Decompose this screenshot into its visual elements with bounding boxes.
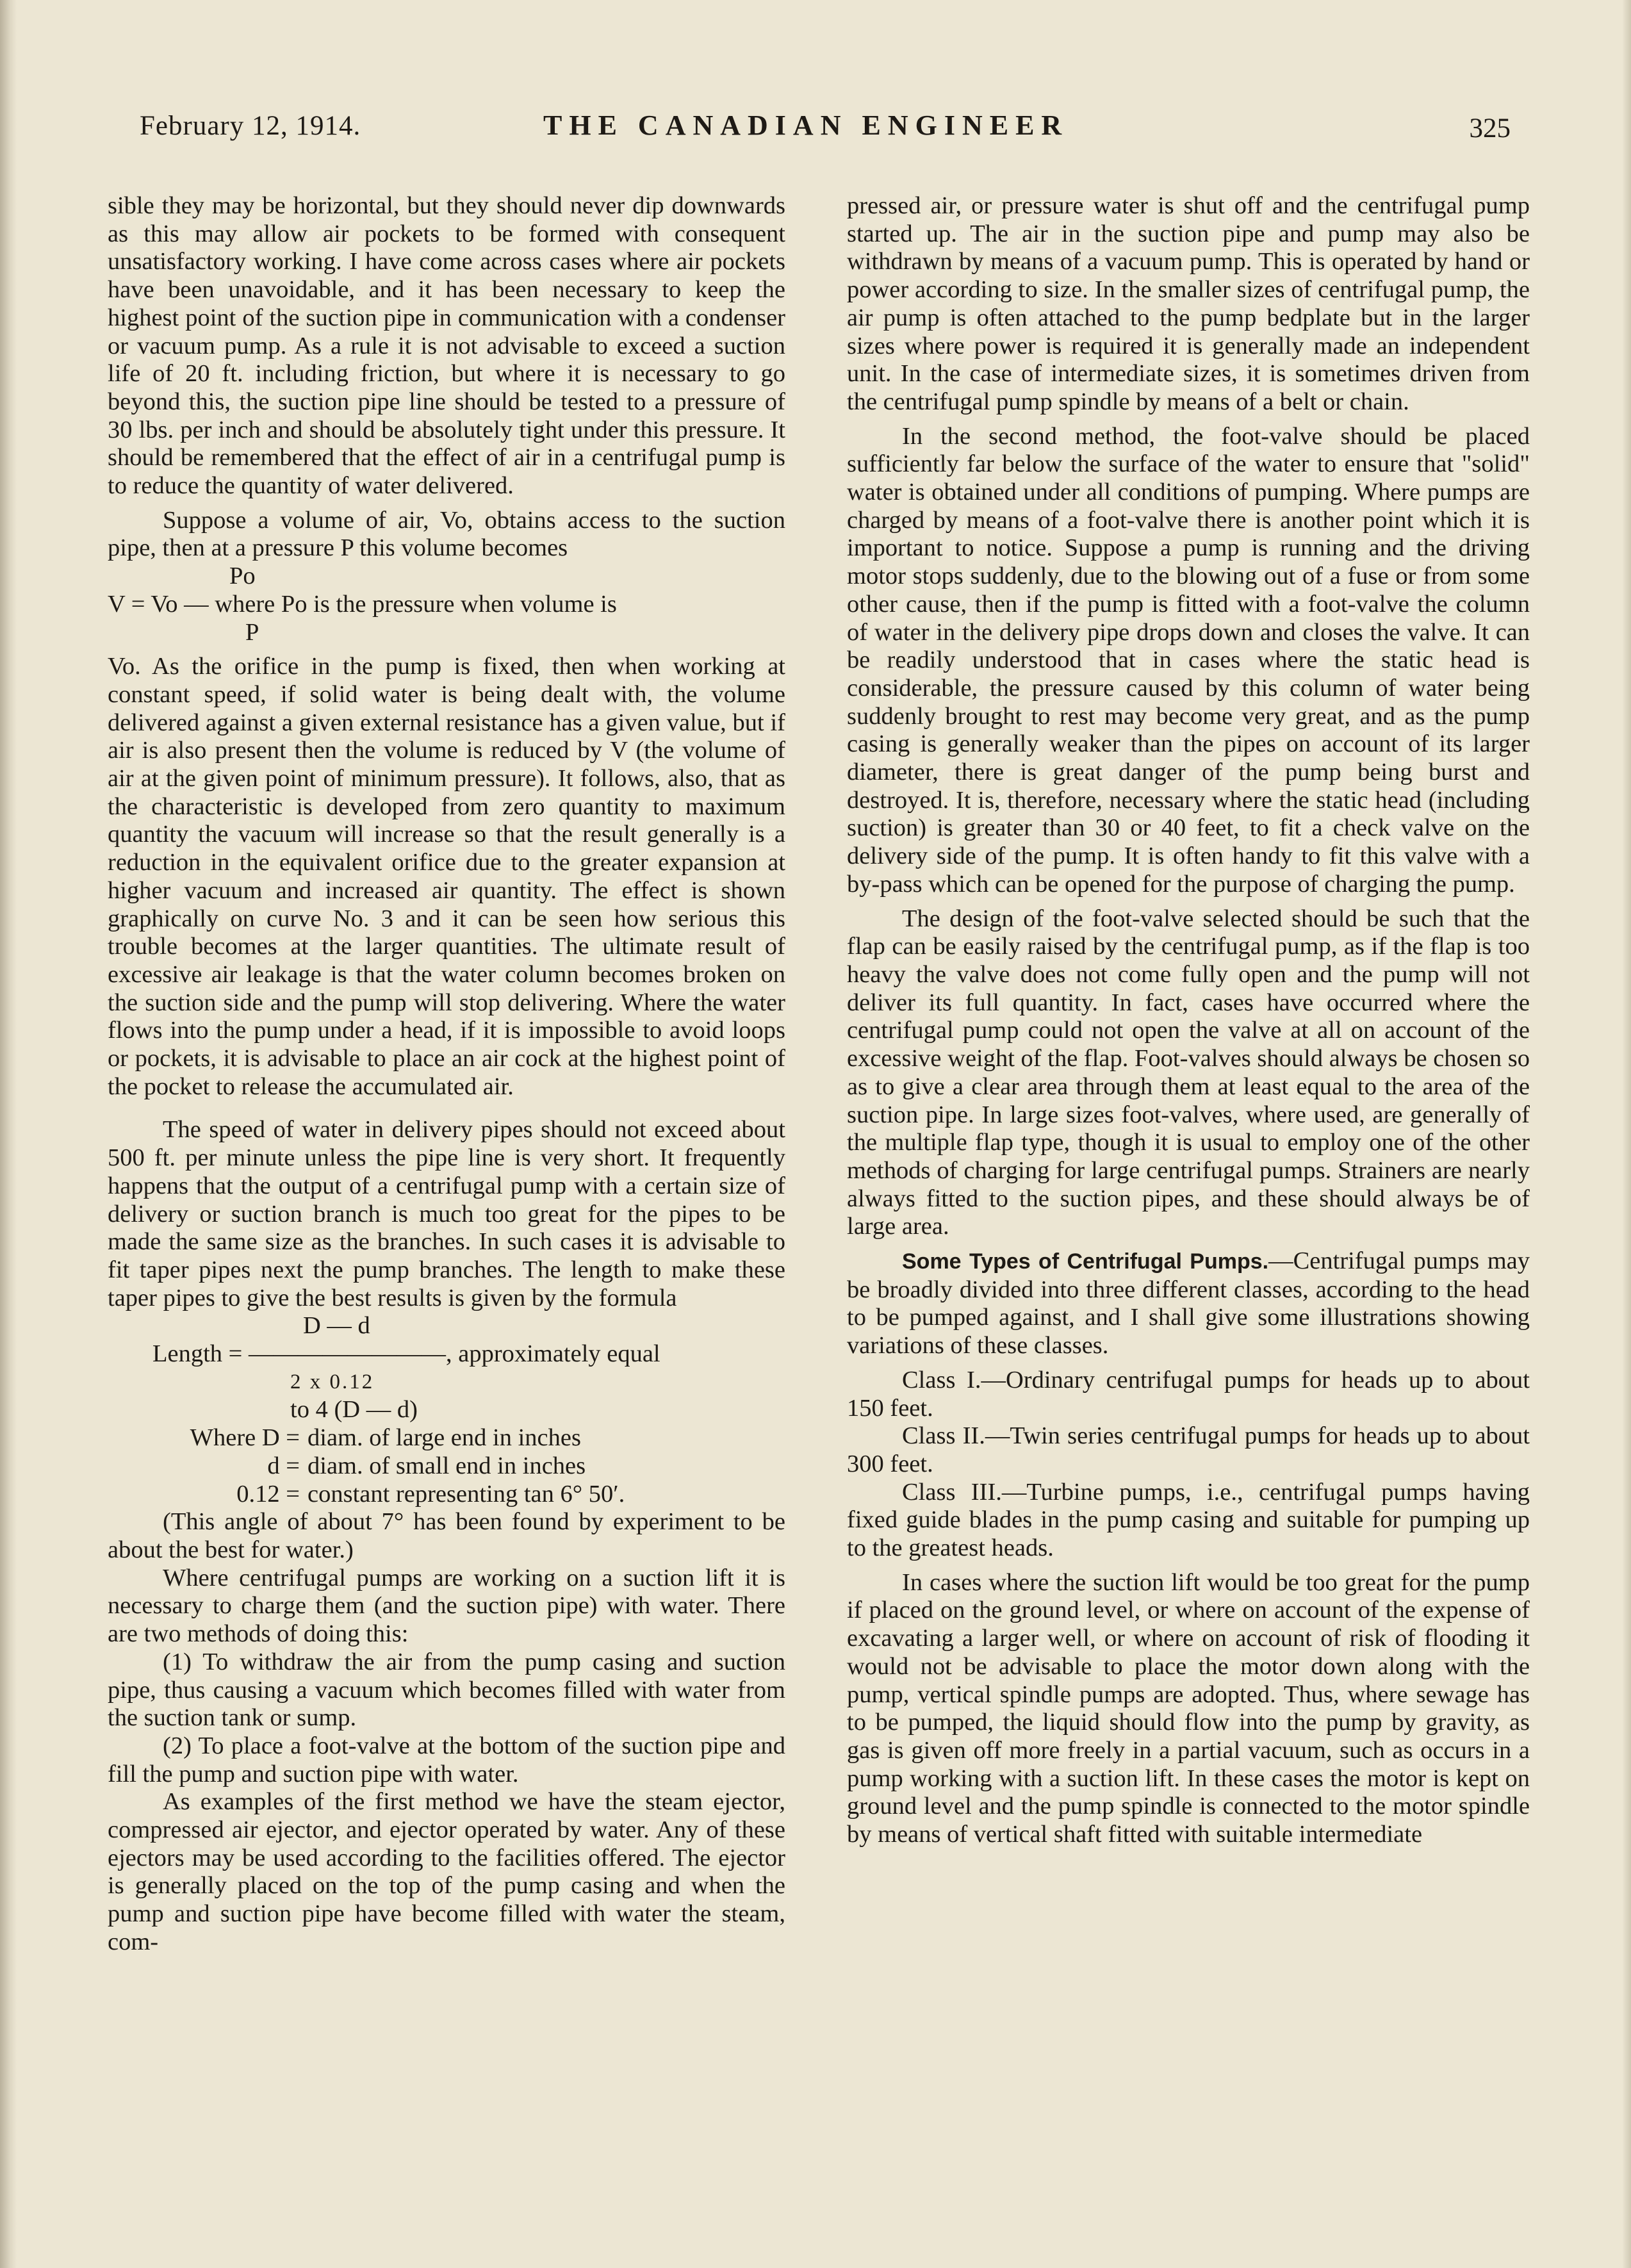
definition-symbol: d =: [267, 1452, 300, 1479]
equation-numerator: Po: [229, 563, 256, 590]
paragraph: (2) To place a foot-valve at the bottom of the suction pipe and fill the pump and suction pipe with water.: [108, 1732, 785, 1787]
equation-denominator: P: [245, 618, 259, 646]
right-column: [847, 192, 1530, 1849]
definition-row: [108, 1424, 785, 1452]
paragraph: Vo. As the orifice in the pump is fixed, then when working at constant speed, if solid water is being dealt with, the volume delivered against a given external resistance has a given value, but if air is also present then the volume is reduced by V (the volume of air at the given point of minimum pressure). It follows, also, that as the characteristic is developed from zero quantity to maximum quantity the vacuum will increase so that the result generally is a reduction in the equivalent orifice due to the greater expansion at higher vacuum and increased air quantity. The effect is shown graphically on curve No. 3 and it can be seen how serious this trouble becomes at the larger quantities. The ultimate result of excessive air leakage is that the water column becomes broken on the suction side and the pump will stop delivering. Where the water flows into the pump under a head, if it is impossible to avoid loops or pockets, it is advisable to place an air cock at the highest point of the pocket to release the accumulated air.: [108, 653, 785, 1100]
paragraph: The design of the foot-valve selected should be such that the flap can be easily raised by the centrifugal pump, as if the flap is too heavy the valve does not come fully open and the pump will not deliver its full quantity. In fact, cases have occurred where the centrifugal pump could not open the valve at all on account of the excessive weight of the flap. Foot-valves should always be chosen so as to give a clear area through them at least equal to the area of the suction pipe. In large sizes foot-valves, where used, are generally of the multiple flap type, though it is usual to employ one of the other methods of charging for large centrifugal pumps. Strainers are nearly always fitted to the suction pipes, and these should always be of large area.: [847, 905, 1530, 1240]
formula-denominator: 2 x 0.12: [290, 1370, 375, 1393]
paragraph: In cases where the suction lift would be too great for the pump if placed on the ground level, or where on account of the expense of excavating a larger well, or where on account of risk of flooding it would not be advisable to place the motor down along with the pump, vertical spindle pumps are adopted. Thus, where sewage has to be pumped, the liquid should flow into the pump by gravity, as gas is given off more freely in a partial vacuum, such as occurs in a pump working with a suction lift. In these cases the motor is kept on ground level and the pump spindle is connected to the motor spindle by means of vertical shaft fitted with suitable intermediate: [847, 1568, 1530, 1848]
paragraph: pressed air, or pressure water is shut off and the centrifugal pump started up. The air in the suction pipe and pump may also be withdrawn by means of a vacuum pump. This is operated by hand or power according to size. In the smaller sizes of centrifugal pump, the air pump is often attached to the pump bedplate but in the larger sizes where power is required it is generally made an independent unit. In the case of intermediate sizes, it is sometimes driven from the centrifugal pump spindle by means of a belt or chain.: [847, 192, 1530, 415]
definition-text: diam. of large end in inches: [307, 1424, 581, 1452]
section-paragraph: [847, 1247, 1530, 1360]
definition-text: diam. of small end in inches: [307, 1452, 586, 1479]
class-item: Class III.—Turbine pumps, i.e., centrifugal pumps having fixed guide blades in the pump casing and suitable for pumping up to the greatest heads.: [847, 1478, 1530, 1562]
definition-symbol: 0.12 =: [236, 1480, 300, 1508]
paragraph: As examples of the first method we have the steam ejector, compressed air ejector, and ejector operated by water. Any of these ejectors may be used according to the facilities offered. The ejector is generally placed on the top of the pump casing and when the pump and suction pipe have become filled with water the steam, com-: [108, 1788, 785, 1955]
class-item: Class I.—Ordinary centrifugal pumps for heads up to about 150 feet.: [847, 1366, 1530, 1422]
paragraph: The speed of water in delivery pipes should not exceed about 500 ft. per minute unless the pipe line is very short. It frequently happens that the output of a centrifugal pump with a certain size of delivery or suction branch is much too great for the pipes to be made the same size as the branches. In such cases it is advisable to fit taper pipes next the pump branches. The length to make these taper pipes to give the best results is given by the formula: [108, 1116, 785, 1311]
section-heading: Some Types of Centrifugal Pumps.: [902, 1249, 1269, 1274]
formula-numerator: D — d: [303, 1312, 370, 1340]
paragraph: (1) To withdraw the air from the pump casing and suction pipe, thus causing a vacuum which becomes filled with water from the suction tank or sump.: [108, 1648, 785, 1732]
paragraph: sible they may be horizontal, but they should never dip downwards as this may allow air pockets to be formed with consequent unsatisfactory working. I have come across cases where air pockets have been unavoidable, and it has been necessary to keep the highest point of the suction pipe in communication with a condenser or vacuum pump. As a rule it is not advisable to exceed a suction life of 20 ft. including friction, but where it is necessary to go beyond this, the suction pipe line should be tested to a pressure of 30 lbs. per inch and should be absolutely tight under this pressure. It should be remembered that the effect of air in a centrifugal pump is to reduce the quantity of water delivered.: [108, 192, 785, 500]
header-date: February 12, 1914.: [140, 111, 361, 141]
definition-text: constant representing tan 6° 50′.: [307, 1480, 625, 1508]
paragraph: Suppose a volume of air, Vo, obtains access to the suction pipe, then at a pressure P this volume becomes: [108, 506, 785, 562]
journal-title: THE CANADIAN ENGINEER: [543, 110, 1069, 141]
paragraph: (This angle of about 7° has been found by experiment to be about the best for water.): [108, 1508, 785, 1563]
definition-row: [108, 1452, 785, 1481]
definition-symbol: Where D =: [190, 1424, 300, 1452]
page-number: 325: [1469, 113, 1511, 144]
paragraph: In the second method, the foot-valve should be placed sufficiently far below the surface of the water to ensure that "solid" water is obtained under all conditions of pumping. Where pumps are charged by means of a foot-valve there is another point which it is important to notice. Suppose a pump is running and the driving motor stops suddenly, due to the blowing out of a fuse or from some other cause, then if the pump is fitted with a foot-valve the column of water in the delivery pipe drops down and closes the valve. It can be readily understood that in cases where the static head is considerable, the pressure caused by this column of water being suddenly brought to rest may become very great, and as the pump casing is generally weaker than the pipes on account of its larger diameter, there is great danger of the pump being burst and destroyed. It is, therefore, necessary where the static head (including suction) is greater than 30 or 40 feet, to fit a check valve on the delivery side of the pump. It is often handy to fit this valve with a by-pass which can be opened for the purpose of charging the pump.: [847, 422, 1530, 898]
formula-approximation: to 4 (D — d): [290, 1396, 418, 1424]
class-item: Class II.—Twin series centrifugal pumps for heads up to about 300 feet.: [847, 1422, 1530, 1477]
definition-row: [108, 1481, 785, 1509]
section-text: —Centrifugal pumps may be broadly divided into three different classes, according to the head to be pumped against, and I shall give some illustrations showing variations of these classes.: [847, 1247, 1530, 1360]
left-column: [108, 192, 785, 1957]
page-right-edge: [1622, 0, 1631, 2268]
page-binding-shadow: [0, 0, 17, 2268]
paragraph: Where centrifugal pumps are working on a suction lift it is necessary to charge them (and the suction pipe) with water. There are two methods of doing this:: [108, 1564, 785, 1648]
formula-line: Length = ————————, approximately equal: [152, 1340, 660, 1368]
page-header: [140, 110, 1511, 155]
equation-line: V = Vo — where Po is the pressure when volume is: [108, 590, 617, 618]
